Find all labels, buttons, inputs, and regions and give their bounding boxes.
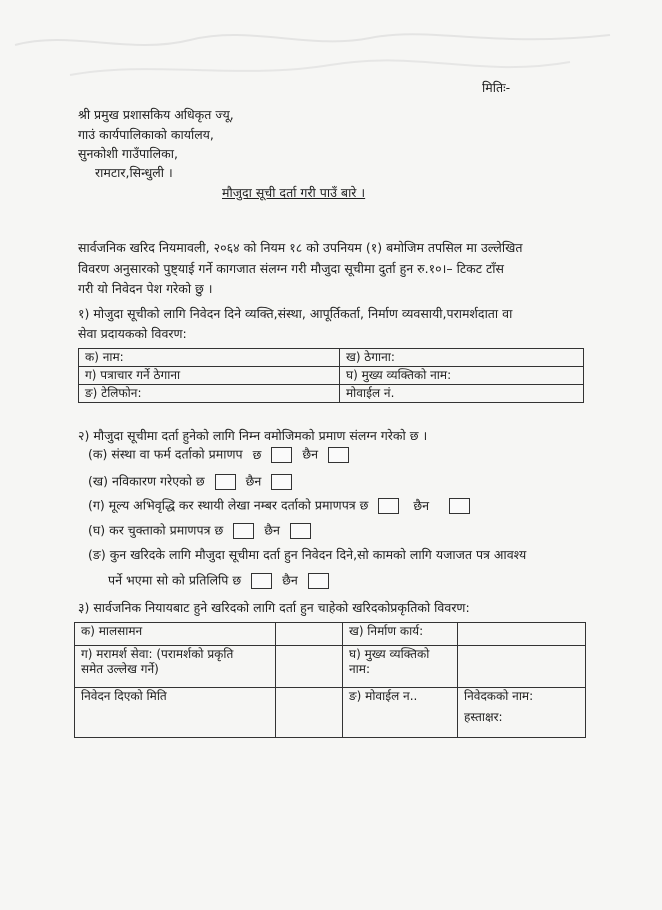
yes-checkbox[interactable]	[378, 498, 399, 514]
table-row	[79, 385, 584, 403]
checklist-item-permit	[108, 572, 335, 589]
checklist-item-renewal	[88, 473, 298, 490]
section2-heading: २) मौजुदा सूचीमा दर्ता हुनेको लागि निम्न वमोजिमको प्रमाण संलग्न गरेको छ ।	[78, 428, 428, 443]
no-label: छैन	[282, 572, 298, 588]
table-row	[75, 623, 586, 646]
bleed-through-scribble	[10, 20, 630, 90]
subject-line: मौजुदा सूची दर्ता गरी पाउँ बारे ।	[222, 185, 366, 200]
table-cell-empty[interactable]	[458, 623, 586, 646]
body-line-3: गरी यो निवेदन पेश गरेको छु ।	[78, 281, 213, 296]
table-row	[75, 688, 586, 738]
yes-checkbox[interactable]	[233, 523, 254, 539]
no-checkbox[interactable]	[308, 573, 329, 589]
cell-line: घ) मुख्य व्यक्तिको	[349, 647, 430, 661]
item-label: (ग) मूल्य अभिवृद्धि कर स्थायी लेखा नम्बर दर्ताको प्रमाणपत्र छ	[88, 497, 369, 513]
table-row	[75, 646, 586, 688]
cell-line: हस्ताक्षर:	[464, 710, 503, 724]
address-line-1: श्री प्रमुख प्रशासकिय अधिकृत ज्यू,	[78, 107, 234, 122]
item-label: (क) संस्था वा फर्म दर्ताको प्रमाणप	[88, 446, 243, 462]
item-label: (घ) कर चुक्ताको प्रमाणपत्र छ	[88, 522, 224, 538]
table-cell-empty[interactable]	[276, 623, 343, 646]
section1-line-2: सेवा प्रदायकको विवरण:	[78, 326, 187, 341]
no-checkbox[interactable]	[290, 523, 311, 539]
table-cell: घ) मुख्य व्यक्तिको नाम:	[340, 367, 584, 385]
table-cell: मोवाईल नं.	[340, 385, 584, 403]
yes-checkbox[interactable]	[215, 474, 236, 490]
cell-line: निवेदकको नाम:	[464, 689, 534, 703]
table-cell-empty[interactable]	[276, 688, 343, 738]
table-cell: क) मालसामन	[75, 623, 276, 646]
table-cell: ख) ठेगाना:	[340, 349, 584, 367]
address-line-4: रामटार,सिन्धुली ।	[95, 165, 173, 180]
table-cell-empty[interactable]	[276, 646, 343, 688]
checklist-item-registration	[88, 446, 355, 463]
table-cell	[75, 646, 276, 688]
no-label: छैन	[264, 522, 280, 538]
yes-checkbox[interactable]	[271, 447, 292, 463]
address-line-2: गाउं कार्यपालिकाको कार्यालय,	[78, 127, 214, 142]
no-label: छैन	[413, 497, 430, 513]
table-cell: निवेदन दिएको मिति	[75, 688, 276, 738]
body-line-1: सार्वजनिक खरिद नियमावली, २०६४ को नियम १८ को उपनियम (१) बमोजिम तपसिल मा उल्लेखित	[78, 240, 523, 255]
checklist-item-tax-clearance	[88, 522, 317, 539]
cell-line: ग) मरामर्श सेवा: (परामर्शको प्रकृति	[81, 647, 234, 661]
address-line-3: सुनकोशी गाउँपालिका,	[78, 146, 178, 161]
yes-label: छ	[252, 446, 262, 462]
body-line-2: विवरण अनुसारको पुष्ट्याई गर्ने कागजात संलग्न गरी मौजुदा सूचीमा दुर्ता हुन रु.१०।– टिकट टाँस	[78, 261, 504, 276]
table-row	[79, 367, 584, 385]
yes-checkbox[interactable]	[251, 573, 272, 589]
table-cell: ङ) मोवाईल न..	[343, 688, 458, 738]
table-cell: क) नाम:	[79, 349, 340, 367]
table-row	[79, 349, 584, 367]
table-cell-empty[interactable]	[458, 646, 586, 688]
no-checkbox[interactable]	[328, 447, 349, 463]
section1-line-1: १) मोजुदा सूचीको लागि निवेदन दिने व्यक्ति,संस्था, आपूर्तिकर्ता, निर्माण व्यवसायी,परामर्शदाता वा	[78, 306, 513, 321]
applicant-details-table	[78, 348, 584, 403]
cell-line: नाम:	[349, 662, 370, 676]
no-checkbox[interactable]	[271, 474, 292, 490]
checklist-item-permit-line-1: (ङ) कुन खरिदके लागि मौजुदा सूचीमा दर्ता हुन निवेदन दिने,सो कामको लागि यजाजत पत्र आवश्य	[88, 547, 527, 562]
item-label: (ख) नविकारण गरेएको छ	[88, 473, 205, 489]
table-cell	[458, 688, 586, 738]
table-cell	[343, 646, 458, 688]
no-label: छैन	[302, 446, 319, 462]
section3-heading: ३) सार्वजनिक नियायबाट हुने खरिदको लागि दर्ता हुन चाहेको खरिदकोप्रकृतिको विवरण:	[78, 600, 470, 615]
table-cell: ग) पत्राचार गर्ने ठेगाना	[79, 367, 340, 385]
cell-line: समेत उल्लेख गर्ने)	[81, 662, 159, 676]
checklist-item-vat-pan	[88, 497, 476, 514]
item-label: पर्ने भएमा सो को प्रतिलिपि छ	[108, 572, 242, 588]
date-label: मितिः-	[482, 80, 511, 95]
no-checkbox[interactable]	[449, 498, 470, 514]
no-label: छैन	[245, 473, 262, 489]
table-cell: ख) निर्माण कार्य:	[343, 623, 458, 646]
table-cell: ङ) टेलिफोन:	[79, 385, 340, 403]
procurement-type-table	[74, 622, 586, 738]
